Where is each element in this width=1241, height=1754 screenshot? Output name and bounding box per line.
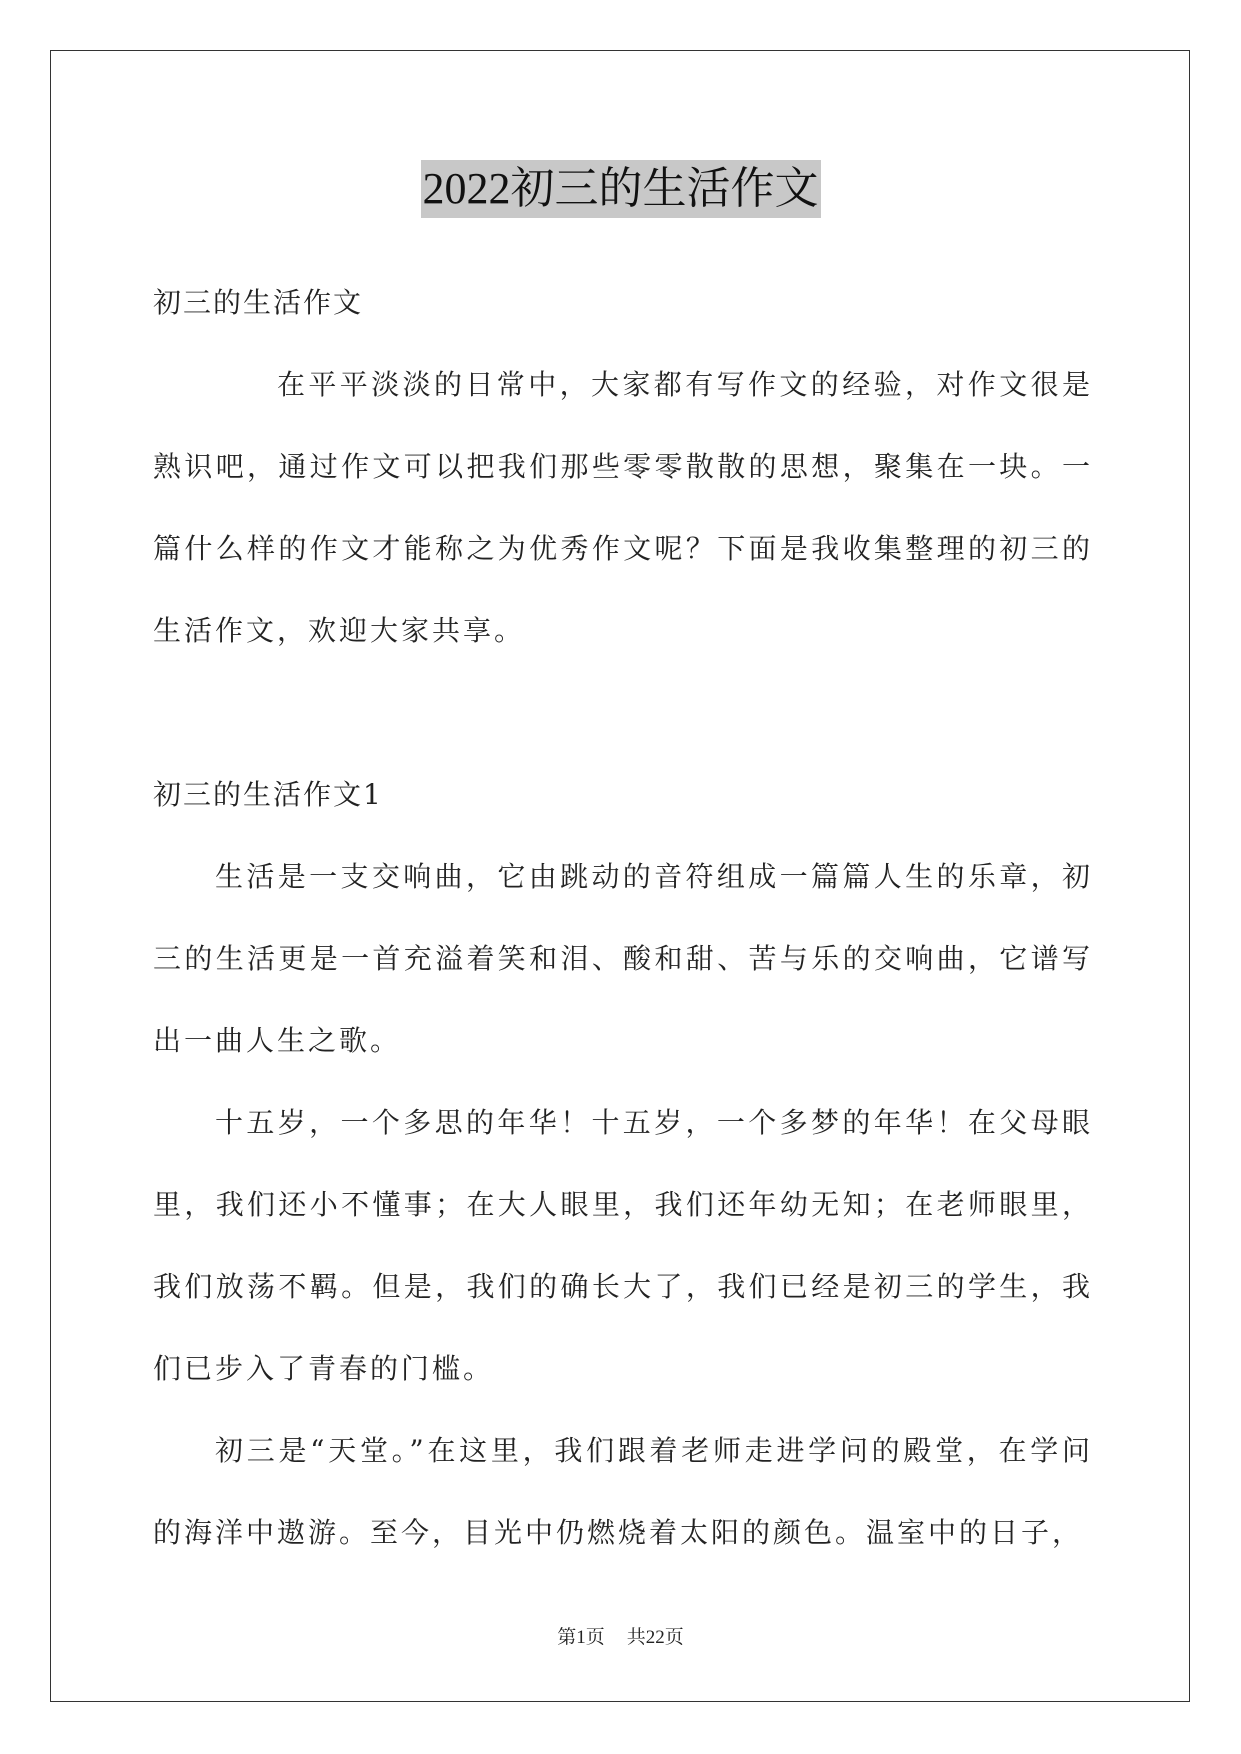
essay-heading: 初三的生活作文1: [153, 778, 383, 811]
document-body: [153, 262, 1093, 1574]
page-number: 第1页: [557, 1627, 605, 1648]
body-paragraph: 初三是“天堂。”在这里，我们跟着老师走进学问的殿堂，在学问的海洋中遨游。至今，目光中仍燃烧着太阳的颜色。温室中的日子，: [153, 1434, 1093, 1549]
body-paragraph: 十五岁，一个多思的年华！十五岁，一个多梦的年华！在父母眼里，我们还小不懂事；在大人眼里，我们还年幼无知；在老师眼里，我们放荡不羁。但是，我们的确长大了，我们已经是初三的学生，我们已步入了青春的门槛。: [153, 1106, 1093, 1385]
title-container: [0, 160, 1241, 218]
page-total: 共22页: [626, 1627, 684, 1648]
spacer: [153, 672, 1093, 754]
section-heading: 初三的生活作文: [153, 286, 364, 319]
page-footer: [0, 1622, 1241, 1649]
intro-paragraph: 在平平淡淡的日常中，大家都有写作文的经验，对作文很是熟识吧，通过作文可以把我们那些零零散散的思想，聚集在一块。一篇什么样的作文才能称之为优秀作文呢？下面是我收集整理的初三的生活作文，欢迎大家共享。: [153, 368, 1093, 647]
body-paragraph: 生活是一支交响曲，它由跳动的音符组成一篇篇人生的乐章，初三的生活更是一首充溢着笑和泪、酸和甜、苦与乐的交响曲，它谱写出一曲人生之歌。: [153, 860, 1093, 1057]
document-title: 2022初三的生活作文: [421, 160, 821, 218]
